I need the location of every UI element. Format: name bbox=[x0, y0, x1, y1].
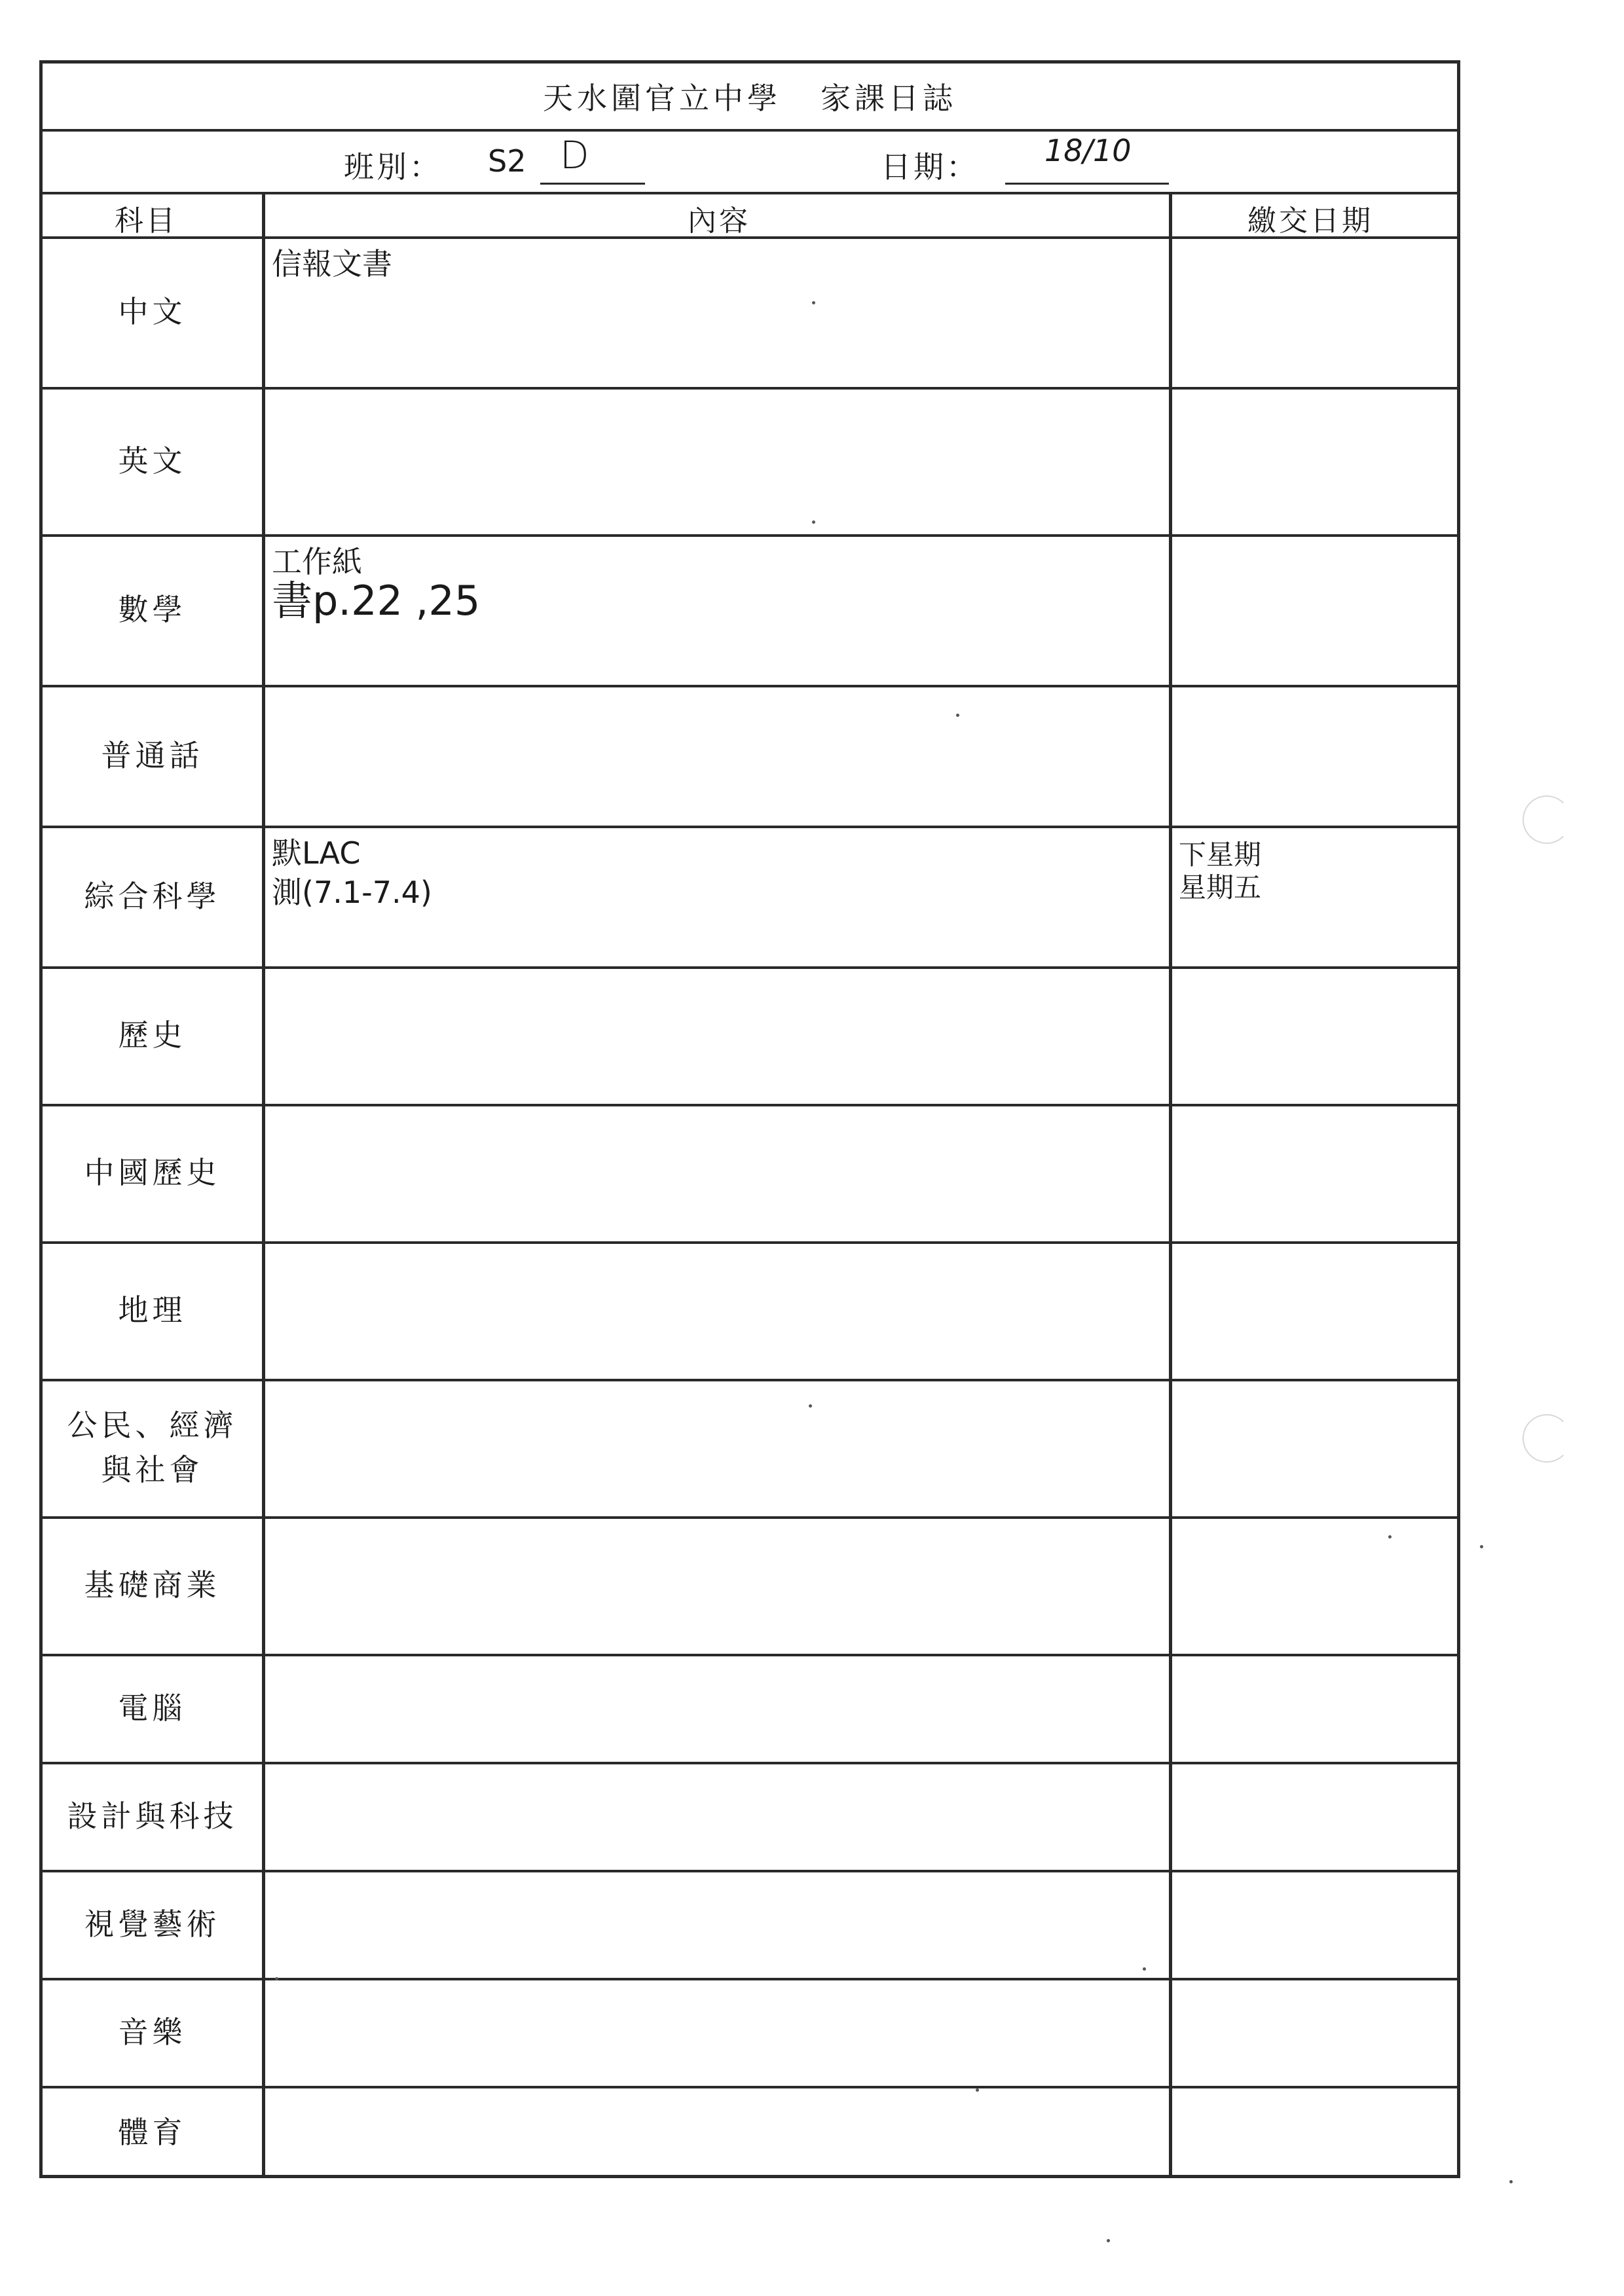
due-line: 星期五 bbox=[1179, 871, 1262, 903]
homework-content bbox=[272, 833, 432, 912]
subject-name: 視覺藝術 bbox=[84, 1906, 221, 1942]
scan-speck bbox=[1388, 1535, 1392, 1539]
scan-speck bbox=[956, 714, 959, 717]
due-date bbox=[1179, 839, 1261, 904]
scan-speck bbox=[812, 301, 815, 304]
table-row bbox=[43, 966, 1457, 1106]
subject-name: 電腦 bbox=[118, 1690, 187, 1726]
date-label: 日期： bbox=[881, 149, 979, 185]
subject-name: 英文 bbox=[118, 443, 187, 479]
table-row bbox=[43, 1379, 1457, 1519]
table-row bbox=[43, 826, 1457, 969]
header-subject: 科目 bbox=[115, 204, 177, 238]
homework-diary-form bbox=[39, 60, 1460, 2178]
homework-content: 信報文書 bbox=[272, 246, 392, 282]
scan-speck bbox=[1143, 1967, 1146, 1971]
subject-name: 體育 bbox=[118, 2114, 187, 2150]
homework-line: 默LAC bbox=[272, 835, 361, 871]
table-header bbox=[43, 192, 1457, 239]
table-row bbox=[43, 685, 1457, 828]
date-value: 18/10 bbox=[1044, 133, 1132, 168]
due-line: 下星期 bbox=[1179, 839, 1262, 871]
header-due: 繳交日期 bbox=[1247, 204, 1373, 238]
scan-speck bbox=[809, 1404, 812, 1408]
subject-name: 基礎商業 bbox=[84, 1567, 221, 1603]
subject-name: 地理 bbox=[118, 1292, 187, 1328]
table-row bbox=[43, 1762, 1457, 1872]
scan-speck bbox=[1480, 1545, 1483, 1548]
table-row bbox=[43, 2086, 1457, 2178]
subject-table bbox=[43, 192, 1457, 2175]
scan-speck bbox=[275, 1977, 278, 1980]
class-date-row bbox=[43, 129, 1457, 194]
homework-line: 書p.22 ,25 bbox=[272, 577, 481, 625]
subject-name: 設計與科技 bbox=[67, 1798, 238, 1834]
homework-line: 測(7.1-7.4) bbox=[272, 875, 432, 910]
scan-speck bbox=[812, 520, 815, 524]
diary-title: 家課日誌 bbox=[821, 81, 957, 116]
subject-name bbox=[43, 1379, 262, 1516]
homework-content bbox=[272, 542, 480, 624]
subject-name: 中文 bbox=[118, 294, 187, 329]
class-underline bbox=[540, 183, 645, 185]
header-content: 內容 bbox=[688, 204, 750, 238]
class-label: 班別： bbox=[344, 149, 442, 185]
scan-speck bbox=[976, 2088, 979, 2092]
school-name: 天水圍官立中學 bbox=[543, 81, 781, 116]
table-row bbox=[43, 534, 1457, 687]
subject-name: 綜合科學 bbox=[84, 878, 221, 914]
date-underline bbox=[1005, 183, 1169, 185]
subject-name: 中國歷史 bbox=[84, 1155, 221, 1190]
form-title bbox=[43, 64, 1457, 132]
subject-name: 普通話 bbox=[101, 737, 204, 773]
scan-speck bbox=[1107, 2239, 1110, 2242]
subject-name: 歷史 bbox=[118, 1017, 187, 1053]
table-row bbox=[43, 236, 1457, 390]
scan-speck bbox=[1509, 2180, 1513, 2183]
punch-hole-mark bbox=[1522, 795, 1571, 844]
class-value: D bbox=[560, 133, 589, 177]
table-row bbox=[43, 1870, 1457, 1980]
table-row bbox=[43, 387, 1457, 537]
table-row bbox=[43, 1104, 1457, 1244]
punch-hole-mark bbox=[1522, 1414, 1571, 1463]
table-row bbox=[43, 1654, 1457, 1764]
class-prefix: S2 bbox=[488, 143, 526, 179]
table-row bbox=[43, 1978, 1457, 2088]
homework-line: 工作紙 bbox=[272, 544, 362, 579]
subject-line: 公民、經濟 bbox=[67, 1408, 238, 1443]
subject-line: 與社會 bbox=[101, 1452, 204, 1487]
table-row bbox=[43, 1516, 1457, 1656]
subject-name: 音樂 bbox=[118, 2014, 187, 2050]
table-row bbox=[43, 1241, 1457, 1381]
subject-name: 數學 bbox=[118, 592, 187, 627]
